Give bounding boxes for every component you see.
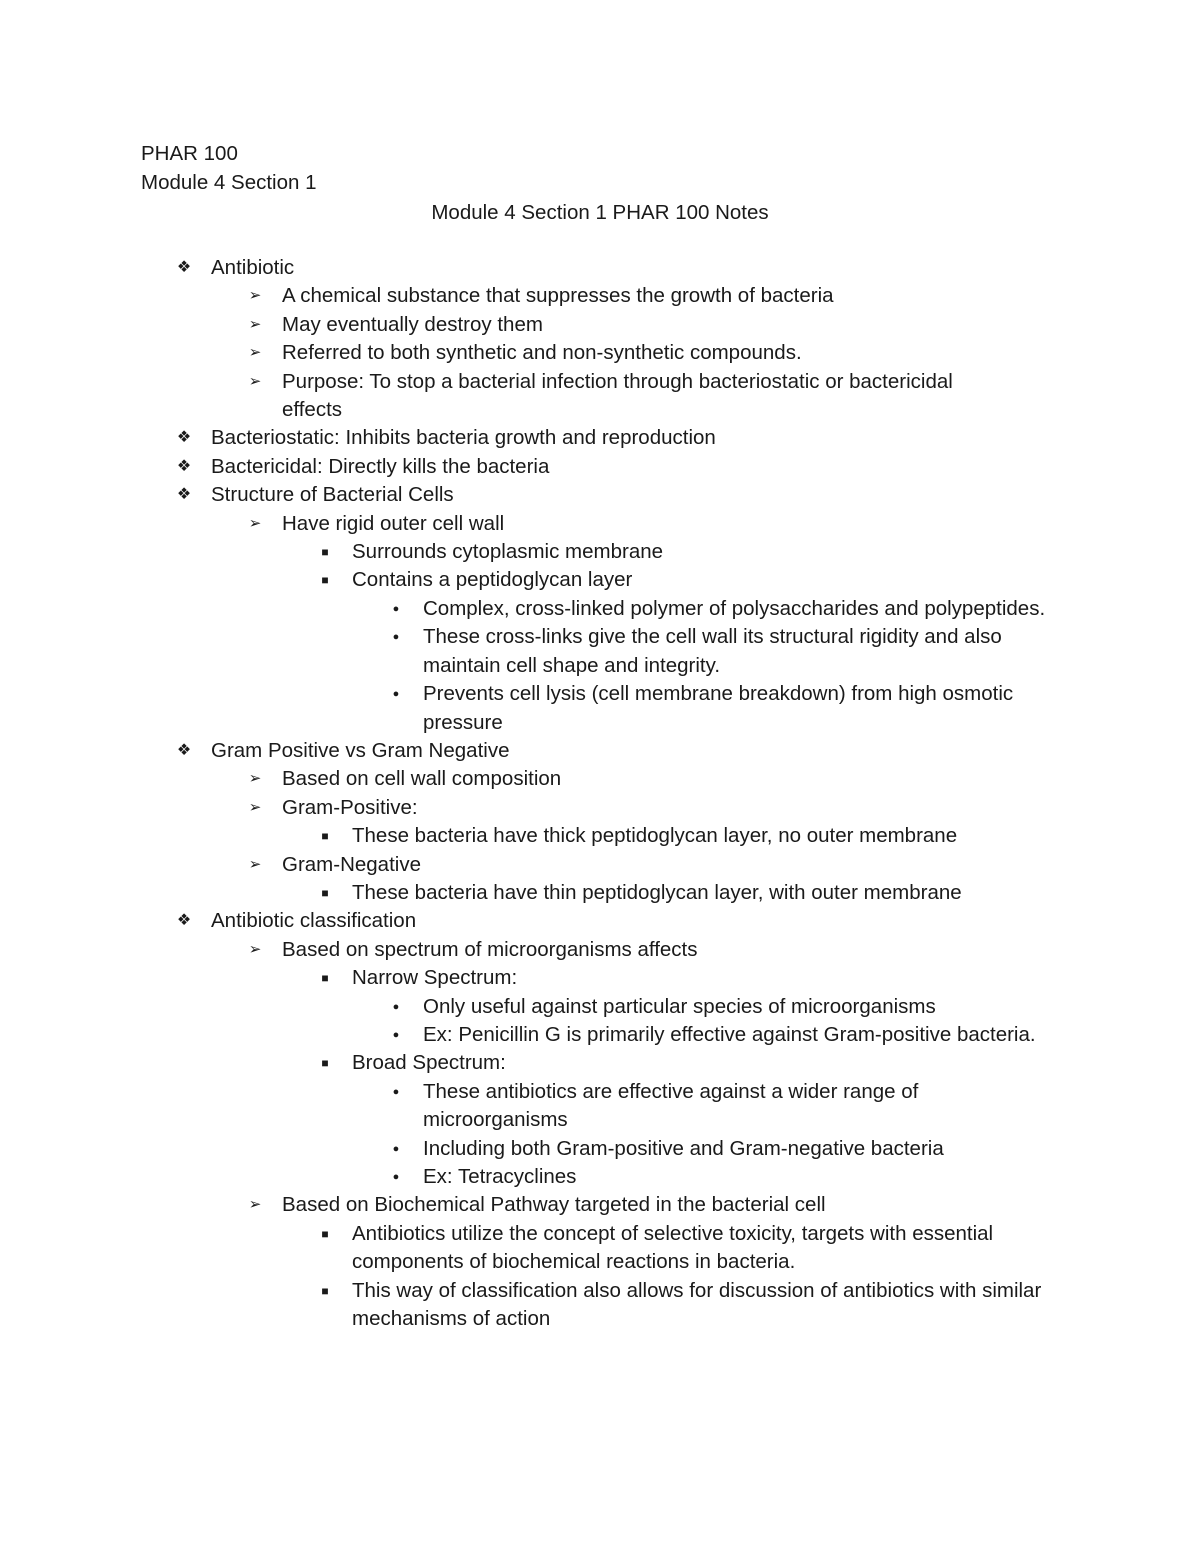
note-text: Ex: Penicillin G is primarily effective against Gram-positive bacteria. bbox=[423, 1022, 1036, 1046]
dot-bullet-icon: ● bbox=[392, 631, 400, 644]
arrow-bullet-icon: ➢ bbox=[248, 940, 262, 958]
diamond-bullet-icon: ❖ bbox=[176, 457, 192, 475]
note-text: Only useful against particular species of microorganisms bbox=[423, 994, 936, 1018]
dot-bullet-icon: ● bbox=[392, 602, 400, 615]
note-text: Prevents cell lysis (cell membrane breakdown) from high osmotic pressure bbox=[423, 682, 1014, 734]
square-bullet-icon: ■ bbox=[321, 573, 329, 588]
note-item-level-3 bbox=[0, 1220, 1200, 1277]
diamond-bullet-icon: ❖ bbox=[176, 912, 192, 930]
dot-bullet-icon: ● bbox=[392, 1028, 400, 1041]
page-title: Module 4 Section 1 PHAR 100 Notes bbox=[431, 201, 769, 224]
square-bullet-icon: ■ bbox=[321, 1283, 329, 1298]
note-text: May eventually destroy them bbox=[282, 312, 543, 336]
note-item-level-3 bbox=[0, 1277, 1200, 1334]
note-item-level-3 bbox=[0, 964, 1200, 992]
note-text: Referred to both synthetic and non-synthetic compounds. bbox=[282, 341, 802, 365]
note-text: Based on Biochemical Pathway targeted in the bacterial cell bbox=[282, 1193, 826, 1217]
dot-bullet-icon: ● bbox=[392, 688, 400, 701]
note-item-level-2 bbox=[0, 339, 1200, 367]
note-text: Based on cell wall composition bbox=[282, 767, 562, 791]
note-item-level-4 bbox=[0, 680, 1200, 737]
note-text: Have rigid outer cell wall bbox=[282, 511, 505, 535]
arrow-bullet-icon: ➢ bbox=[248, 855, 262, 873]
note-item-level-4 bbox=[0, 1163, 1200, 1191]
note-item-level-2 bbox=[0, 1191, 1200, 1219]
note-item-level-2 bbox=[0, 282, 1200, 310]
note-text: Complex, cross-linked polymer of polysaccharides and polypeptides. bbox=[423, 596, 1046, 620]
note-item-level-3 bbox=[0, 879, 1200, 907]
note-text: Narrow Spectrum: bbox=[352, 966, 518, 990]
square-bullet-icon: ■ bbox=[321, 829, 329, 844]
note-item-level-4 bbox=[0, 993, 1200, 1021]
diamond-bullet-icon: ❖ bbox=[176, 429, 192, 447]
note-item-level-1 bbox=[0, 737, 1200, 765]
dot-bullet-icon: ● bbox=[392, 1085, 400, 1098]
notes-list bbox=[0, 254, 1200, 1333]
note-text: Bacteriostatic: Inhibits bacteria growth and reproduction bbox=[211, 426, 716, 450]
diamond-bullet-icon: ❖ bbox=[176, 486, 192, 504]
note-item-level-3 bbox=[0, 538, 1200, 566]
arrow-bullet-icon: ➢ bbox=[248, 514, 262, 532]
dot-bullet-icon: ● bbox=[392, 1142, 400, 1155]
note-item-level-4 bbox=[0, 623, 1200, 680]
note-text: Broad Spectrum: bbox=[352, 1051, 506, 1075]
note-item-level-3 bbox=[0, 1049, 1200, 1077]
note-text: Including both Gram-positive and Gram-negative bacteria bbox=[423, 1136, 944, 1160]
note-text: Antibiotic classification bbox=[211, 909, 417, 933]
note-item-level-2 bbox=[0, 765, 1200, 793]
note-text: A chemical substance that suppresses the growth of bacteria bbox=[282, 284, 834, 308]
note-text: Purpose: To stop a bacterial infection through bacteriostatic or bactericidal effects bbox=[282, 369, 953, 422]
note-text: These bacteria have thick peptidoglycan layer, no outer membrane bbox=[352, 824, 958, 848]
dot-bullet-icon: ● bbox=[392, 1000, 400, 1013]
note-text: Contains a peptidoglycan layer bbox=[352, 568, 633, 592]
arrow-bullet-icon: ➢ bbox=[248, 1196, 262, 1214]
arrow-bullet-icon: ➢ bbox=[248, 372, 262, 390]
course-code: PHAR 100 bbox=[141, 142, 238, 165]
square-bullet-icon: ■ bbox=[321, 1056, 329, 1071]
note-text: Gram Positive vs Gram Negative bbox=[211, 738, 510, 762]
note-item-level-1 bbox=[0, 907, 1200, 935]
note-item-level-2 bbox=[0, 794, 1200, 822]
note-item-level-2 bbox=[0, 851, 1200, 879]
note-item-level-1 bbox=[0, 481, 1200, 509]
note-item-level-3 bbox=[0, 822, 1200, 850]
note-item-level-3 bbox=[0, 566, 1200, 594]
note-item-level-1 bbox=[0, 453, 1200, 481]
note-item-level-1 bbox=[0, 254, 1200, 282]
note-text: This way of classification also allows for discussion of antibiotics with similar mechanisms of action bbox=[352, 1278, 1042, 1331]
arrow-bullet-icon: ➢ bbox=[248, 315, 262, 333]
square-bullet-icon: ■ bbox=[321, 971, 329, 986]
arrow-bullet-icon: ➢ bbox=[248, 287, 262, 305]
note-item-level-4 bbox=[0, 1078, 1200, 1135]
note-item-level-2 bbox=[0, 936, 1200, 964]
note-item-level-4 bbox=[0, 1135, 1200, 1163]
arrow-bullet-icon: ➢ bbox=[248, 770, 262, 788]
note-text: Gram-Positive: bbox=[282, 795, 418, 819]
note-item-level-4 bbox=[0, 595, 1200, 623]
module-label: Module 4 Section 1 bbox=[141, 171, 317, 194]
note-text: Structure of Bacterial Cells bbox=[211, 483, 454, 507]
note-text: Antibiotics utilize the concept of selective toxicity, targets with essential components of biochemical reactions in bacteria. bbox=[352, 1221, 994, 1274]
note-item-level-1 bbox=[0, 424, 1200, 452]
note-text: These cross-links give the cell wall its structural rigidity and also maintain cell shape and integrity. bbox=[423, 625, 1002, 677]
note-text: Surrounds cytoplasmic membrane bbox=[352, 540, 664, 564]
note-item-level-2 bbox=[0, 311, 1200, 339]
note-text: Antibiotic bbox=[211, 256, 295, 279]
note-text: Ex: Tetracyclines bbox=[423, 1165, 577, 1188]
note-item-level-2 bbox=[0, 368, 1200, 425]
square-bullet-icon: ■ bbox=[321, 1226, 329, 1241]
note-item-level-4 bbox=[0, 1021, 1200, 1049]
square-bullet-icon: ■ bbox=[321, 545, 329, 560]
note-text: These antibiotics are effective against a wider range of microorganisms bbox=[423, 1079, 919, 1132]
diamond-bullet-icon: ❖ bbox=[176, 259, 192, 276]
diamond-bullet-icon: ❖ bbox=[176, 741, 192, 759]
dot-bullet-icon: ● bbox=[392, 1171, 400, 1183]
arrow-bullet-icon: ➢ bbox=[248, 344, 262, 362]
note-text: Gram-Negative bbox=[282, 852, 421, 876]
note-text: Bactericidal: Directly kills the bacteria bbox=[211, 454, 550, 478]
arrow-bullet-icon: ➢ bbox=[248, 798, 262, 816]
note-item-level-2 bbox=[0, 510, 1200, 538]
note-text: Based on spectrum of microorganisms affects bbox=[282, 937, 698, 961]
note-text: These bacteria have thin peptidoglycan layer, with outer membrane bbox=[352, 880, 962, 904]
square-bullet-icon: ■ bbox=[321, 885, 329, 900]
